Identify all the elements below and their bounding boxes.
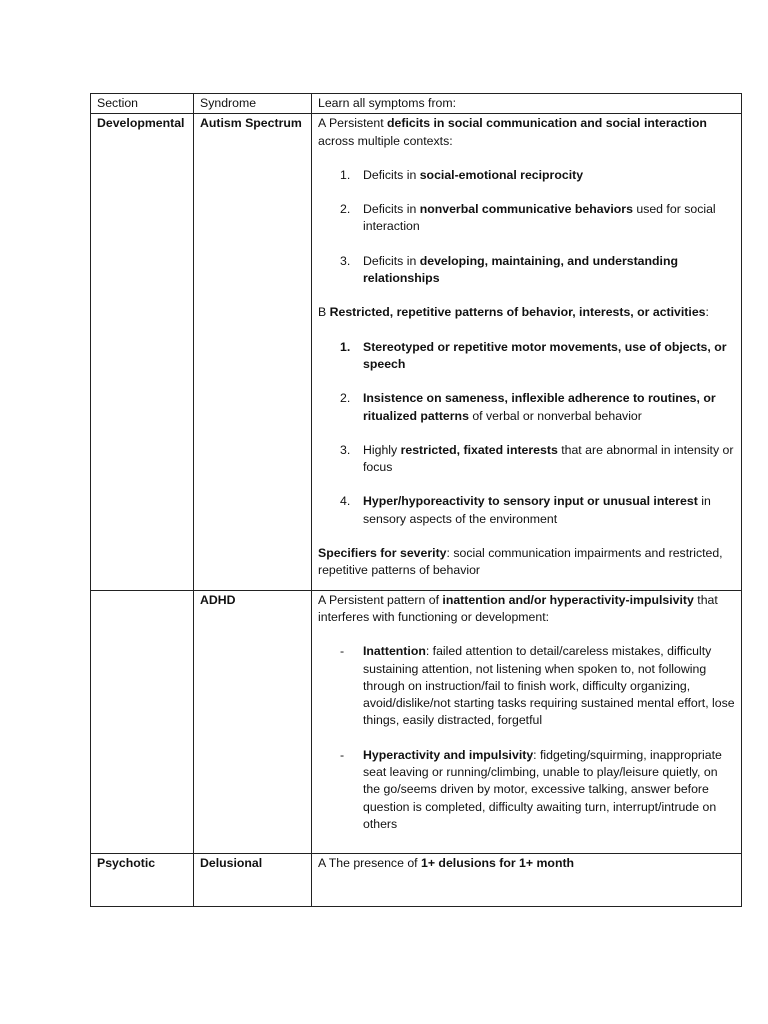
list-item: 3. Highly restricted, fixated interests that are abnormal in intensity or focus (340, 442, 734, 475)
table-row (91, 590, 742, 854)
symptoms-cell (312, 590, 742, 854)
syndrome-cell: Delusional (194, 854, 312, 907)
syndrome-cell: Autism Spectrum (194, 114, 312, 590)
list-item: - Inattention: failed attention to detail/careless mistakes, difficulty sustaining attention, not listening when spoken to, not following through on instruction/fail to finish work, difficulty organizing, avoid/dislike/not starting tasks requiring sustained mental effort, lose things, easily distracted, forgetful (340, 644, 735, 728)
table-row (91, 854, 742, 907)
section-cell: Psychotic (91, 854, 194, 907)
criterion-b: B Restricted, repetitive patterns of behavior, interests, or activities: (318, 305, 709, 320)
specifiers: Specifiers for severity: social communication impairments and restricted, repetitive patterns of behavior (318, 546, 723, 578)
section-cell (91, 590, 194, 854)
list-item: 2. Insistence on sameness, inflexible adherence to routines, or ritualized patterns of verbal or nonverbal behavior (340, 391, 716, 423)
criterion-a: A Persistent pattern of inattention and/or hyperactivity-impulsivity that interferes with functioning or development: (318, 592, 718, 624)
table-row (91, 114, 742, 590)
list-item: 1. Stereotyped or repetitive motor movements, use of objects, or speech (340, 339, 727, 371)
section-cell: Developmental (91, 114, 194, 590)
list-item: - Hyperactivity and impulsivity: fidgeting/squirming, inappropriate seat leaving or running/climbing, unable to play/leisure quietly, on the go/seems driven by motor, excessive talking, answer before question is completed, difficulty awaiting turn, interrupt/intrude on others (340, 747, 722, 831)
criterion-a: A The presence of 1+ delusions for 1+ month (318, 856, 575, 871)
syndrome-cell: ADHD (194, 590, 312, 854)
list-item: 3. Deficits in developing, maintaining, and understanding relationships (340, 253, 678, 286)
symptoms-table (90, 93, 742, 907)
symptoms-cell (312, 854, 742, 907)
header-row (91, 94, 742, 114)
header-syndrome: Syndrome (194, 94, 312, 114)
list-item: 4. Hyper/hyporeactivity to sensory input or unusual interest in sensory aspects of the environment (340, 494, 711, 526)
header-learn: Learn all symptoms from: (312, 94, 742, 114)
header-section: Section (91, 94, 194, 114)
criterion-a: A Persistent deficits in social communication and social interaction across multiple contexts: (318, 116, 707, 148)
list-item: 2. Deficits in nonverbal communicative behaviors used for social interaction (340, 202, 716, 234)
symptoms-cell (312, 114, 742, 590)
list-item: 1. Deficits in social-emotional reciprocity (340, 167, 584, 182)
